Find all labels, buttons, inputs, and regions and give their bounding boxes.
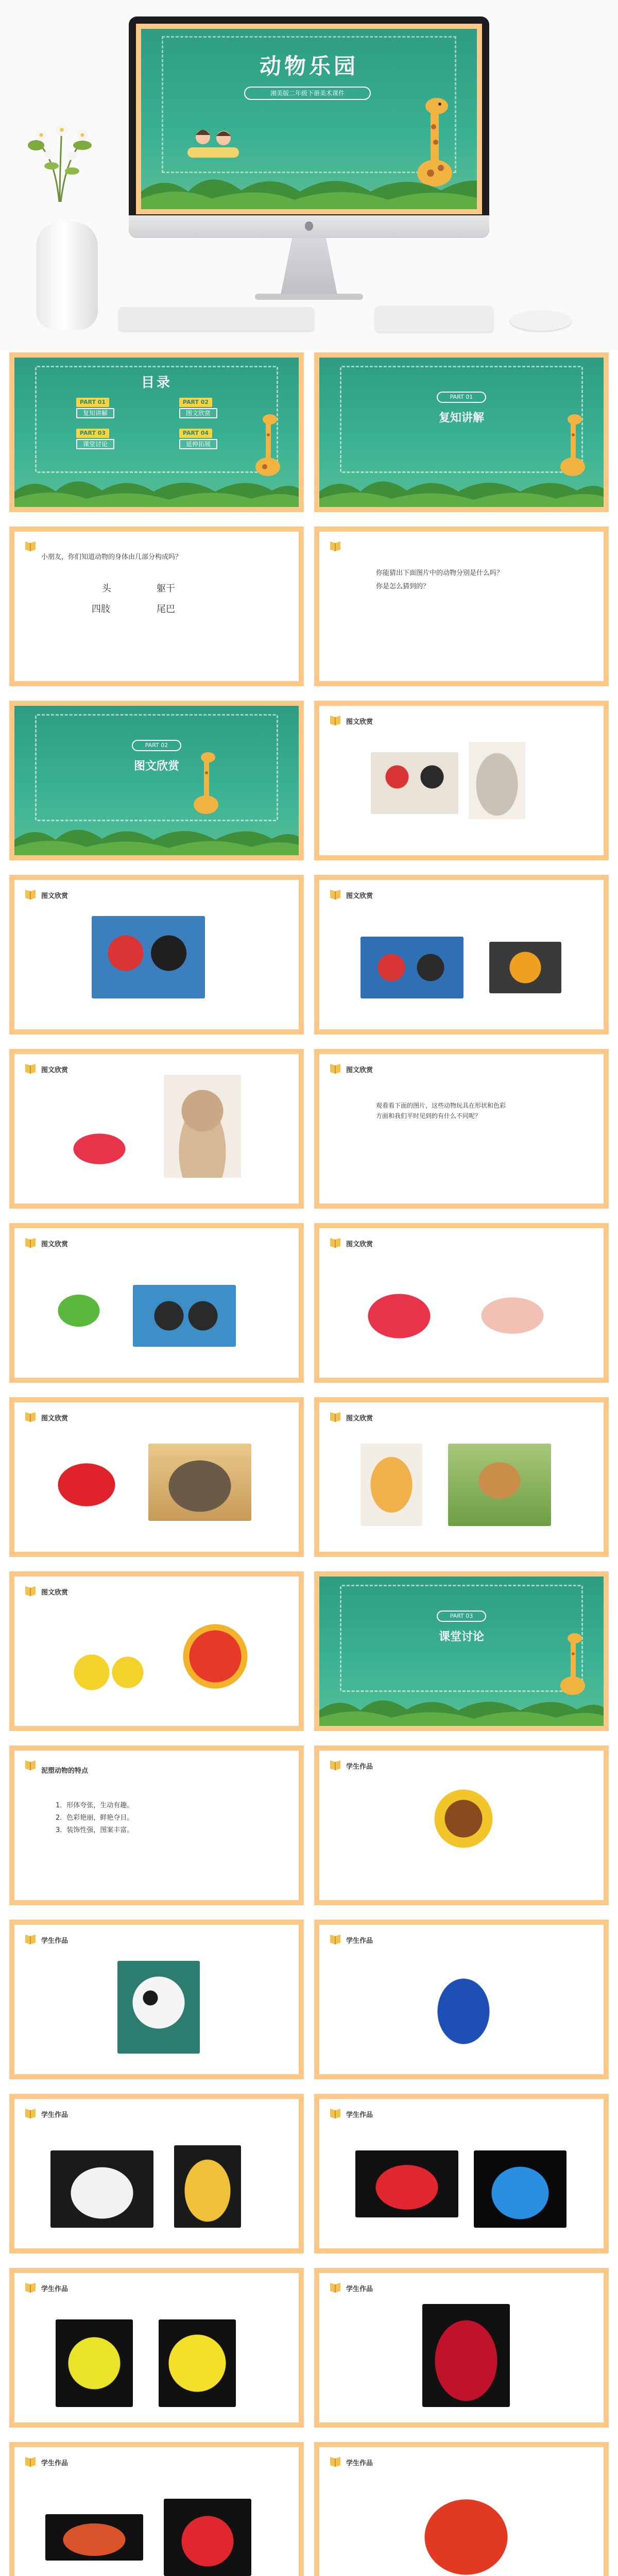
book-icon xyxy=(24,887,37,901)
student-label: 学生作品 xyxy=(41,2111,68,2119)
children-reading-icon xyxy=(182,122,244,168)
monitor xyxy=(129,16,489,238)
slide-student-4[interactable] xyxy=(9,2094,304,2253)
white-vase xyxy=(36,222,98,330)
book-icon xyxy=(329,1061,342,1075)
student-label: 学生作品 xyxy=(346,1937,373,1945)
clay-giraffe-photo xyxy=(360,1444,422,1526)
book-icon xyxy=(329,1758,342,1771)
flower-plant-icon xyxy=(21,120,98,202)
clay-blue-animal-photo xyxy=(474,2150,566,2228)
section-title: 课堂讨论 xyxy=(438,1631,484,1643)
slide-gallery-2[interactable] xyxy=(9,875,304,1035)
discussion-item-2: 2．色彩艳丽，鲜艳夺目。 xyxy=(56,1814,134,1822)
apple-logo-icon xyxy=(305,222,313,231)
clay-figures-photo xyxy=(371,752,458,814)
book-icon xyxy=(24,2454,37,2468)
cover-subtitle: 湘美版二年级下册美术课件 xyxy=(244,87,371,100)
keyboard xyxy=(118,307,314,331)
slide-section-3[interactable] xyxy=(314,1571,609,1731)
slide-question-body-parts[interactable] xyxy=(9,527,304,686)
slide-gallery-8[interactable] xyxy=(314,1397,609,1557)
clay-red-animal-photo xyxy=(407,2483,525,2576)
slide-gallery-7[interactable] xyxy=(9,1397,304,1557)
gallery-label: 图文欣赏 xyxy=(41,1415,68,1422)
question-text: 观看看下面的图片，这些动物玩具在形状和色彩方面和我们平时见到的有什么不同呢？ xyxy=(376,1102,506,1120)
slide-discussion[interactable] xyxy=(9,1745,304,1905)
clay-colorful-photo xyxy=(164,2499,251,2576)
slide-student-7[interactable] xyxy=(314,2268,609,2428)
book-icon xyxy=(24,2280,37,2294)
slide-student-1[interactable] xyxy=(314,1745,609,1905)
slide-student-8[interactable] xyxy=(9,2442,304,2576)
slide-student-6[interactable] xyxy=(9,2268,304,2428)
book-icon xyxy=(329,2454,342,2468)
book-icon xyxy=(24,1932,37,1945)
cover-title: 动物乐园 xyxy=(259,54,358,79)
student-label: 学生作品 xyxy=(346,1763,373,1771)
student-label: 学生作品 xyxy=(346,2285,373,2293)
gallery-label: 图文欣赏 xyxy=(346,718,373,726)
question-text-2: 你是怎么猜到的？ xyxy=(376,583,430,590)
clay-monkey-photo xyxy=(164,1075,241,1178)
book-icon xyxy=(329,1235,342,1249)
cover-slide-on-monitor xyxy=(136,24,482,214)
book-icon xyxy=(329,2280,342,2294)
gallery-label: 图文欣赏 xyxy=(346,1241,373,1248)
slide-gallery-6[interactable] xyxy=(314,1223,609,1383)
clay-blue-bird-photo xyxy=(427,1966,500,2048)
clay-tiger-photo xyxy=(489,942,561,993)
gallery-label: 图文欣赏 xyxy=(41,1589,68,1597)
real-giraffe-photo xyxy=(448,1444,551,1526)
gallery-label: 图文欣赏 xyxy=(41,1241,68,1248)
slide-gallery-1[interactable] xyxy=(314,701,609,860)
slide-student-2[interactable] xyxy=(9,1920,304,2079)
book-icon xyxy=(329,539,342,552)
question-text: 你能猜出下面图片中的动物分别是什么吗？ xyxy=(376,569,504,577)
monitor-stand xyxy=(281,238,337,295)
clay-figures-photo xyxy=(360,937,464,998)
book-icon xyxy=(329,2106,342,2120)
clay-frog-photo xyxy=(45,1285,112,1336)
clay-pig-photo xyxy=(61,1126,138,1167)
book-icon xyxy=(329,887,342,901)
slide-gallery-5[interactable] xyxy=(9,1223,304,1383)
slide-section-2[interactable] xyxy=(9,701,304,860)
gallery-label: 图文欣赏 xyxy=(41,892,68,900)
part-torso: 躯干 xyxy=(157,583,175,594)
part-head: 头 xyxy=(102,583,111,594)
toc-item-2[interactable]: PART 02 图文欣赏 xyxy=(179,398,277,418)
book-icon xyxy=(329,1410,342,1423)
section-badge: PART 02 xyxy=(132,740,181,751)
student-label: 学生作品 xyxy=(41,2460,68,2467)
book-icon xyxy=(24,1758,37,1771)
clay-figures-photo xyxy=(133,1285,236,1347)
section-badge: PART 01 xyxy=(437,392,486,403)
slide-gallery-3[interactable] xyxy=(314,875,609,1035)
slide-question-toys[interactable] xyxy=(314,1049,609,1209)
clay-elephant-photo xyxy=(45,1454,128,1516)
toc-title: 目录 xyxy=(141,375,172,391)
slide-gallery-9[interactable] xyxy=(9,1571,304,1731)
section-title: 复知讲解 xyxy=(438,412,484,425)
clay-rabbit-photo xyxy=(50,2150,153,2228)
grass-ground-icon xyxy=(319,1690,604,1726)
clay-lion-photo xyxy=(427,1782,500,1874)
discussion-title: 泥塑动物的特点 xyxy=(41,1767,89,1775)
clay-panda-photo xyxy=(117,1961,200,2054)
toc-item-4[interactable]: PART 04 延伸拓展 xyxy=(179,429,277,449)
clay-tigers-photo xyxy=(56,1638,159,1700)
book-icon xyxy=(329,713,342,726)
discussion-item-3: 3．装饰性强，图案丰富。 xyxy=(56,1826,134,1834)
real-elephant-photo xyxy=(148,1444,251,1521)
slide-student-3[interactable] xyxy=(314,1920,609,2079)
toc-item-3[interactable]: PART 03 课堂讨论 xyxy=(76,429,174,449)
student-label: 学生作品 xyxy=(346,2111,373,2119)
question-text: 小朋友，你们知道动物的身体由几部分构成吗？ xyxy=(41,553,182,561)
grass-ground-icon xyxy=(319,471,604,507)
clay-fish-photo xyxy=(45,2514,143,2561)
clay-pig-photo xyxy=(355,1285,443,1342)
student-label: 学生作品 xyxy=(41,2285,68,2293)
slide-section-1[interactable] xyxy=(314,352,609,512)
student-label: 学生作品 xyxy=(346,2460,373,2467)
book-icon xyxy=(24,1061,37,1075)
slide-gallery-4[interactable] xyxy=(9,1049,304,1209)
giraffe-icon xyxy=(191,747,221,824)
gallery-label: 图文欣赏 xyxy=(346,892,373,900)
grass-ground-icon xyxy=(14,471,299,507)
real-pig-photo xyxy=(469,1290,556,1336)
clay-yellow-cat-photo xyxy=(56,2319,133,2407)
part-limbs: 四肢 xyxy=(92,604,110,615)
slide-student-9[interactable] xyxy=(314,2442,609,2576)
trackpad xyxy=(375,306,493,332)
book-icon xyxy=(24,2106,37,2120)
clay-figures-photo xyxy=(92,916,205,998)
section-title: 图文欣赏 xyxy=(133,760,179,773)
toc-item-1[interactable]: PART 01 复知讲解 xyxy=(76,398,174,418)
book-icon xyxy=(24,539,37,552)
clay-rooster-photo xyxy=(469,742,525,819)
book-icon xyxy=(329,1932,342,1945)
grass-ground-icon xyxy=(14,819,299,855)
student-label: 学生作品 xyxy=(41,1937,68,1945)
mouse xyxy=(510,310,572,331)
tiger-mask-photo xyxy=(179,1613,251,1700)
clay-yellow-cat-2-photo xyxy=(159,2319,236,2407)
discussion-item-1: 1．形体夸张，生动有趣。 xyxy=(56,1802,134,1809)
hero-mockup xyxy=(0,0,618,350)
section-badge: PART 03 xyxy=(437,1611,486,1622)
part-tail: 尾巴 xyxy=(157,604,175,615)
clay-rabbit-2-photo xyxy=(174,2145,241,2228)
clay-red-animal-photo xyxy=(355,2150,458,2217)
grass-ground-icon xyxy=(141,168,477,209)
slide-student-5[interactable] xyxy=(314,2094,609,2253)
book-icon xyxy=(24,1235,37,1249)
gallery-label: 图文欣赏 xyxy=(41,1066,68,1074)
book-icon xyxy=(24,1584,37,1597)
gallery-label: 图文欣赏 xyxy=(346,1066,373,1074)
clay-red-figure-photo xyxy=(422,2304,510,2407)
book-icon xyxy=(24,1410,37,1423)
slide-question-guess[interactable] xyxy=(314,527,609,686)
gallery-label: 图文欣赏 xyxy=(346,1415,373,1422)
slide-toc[interactable] xyxy=(9,352,304,512)
